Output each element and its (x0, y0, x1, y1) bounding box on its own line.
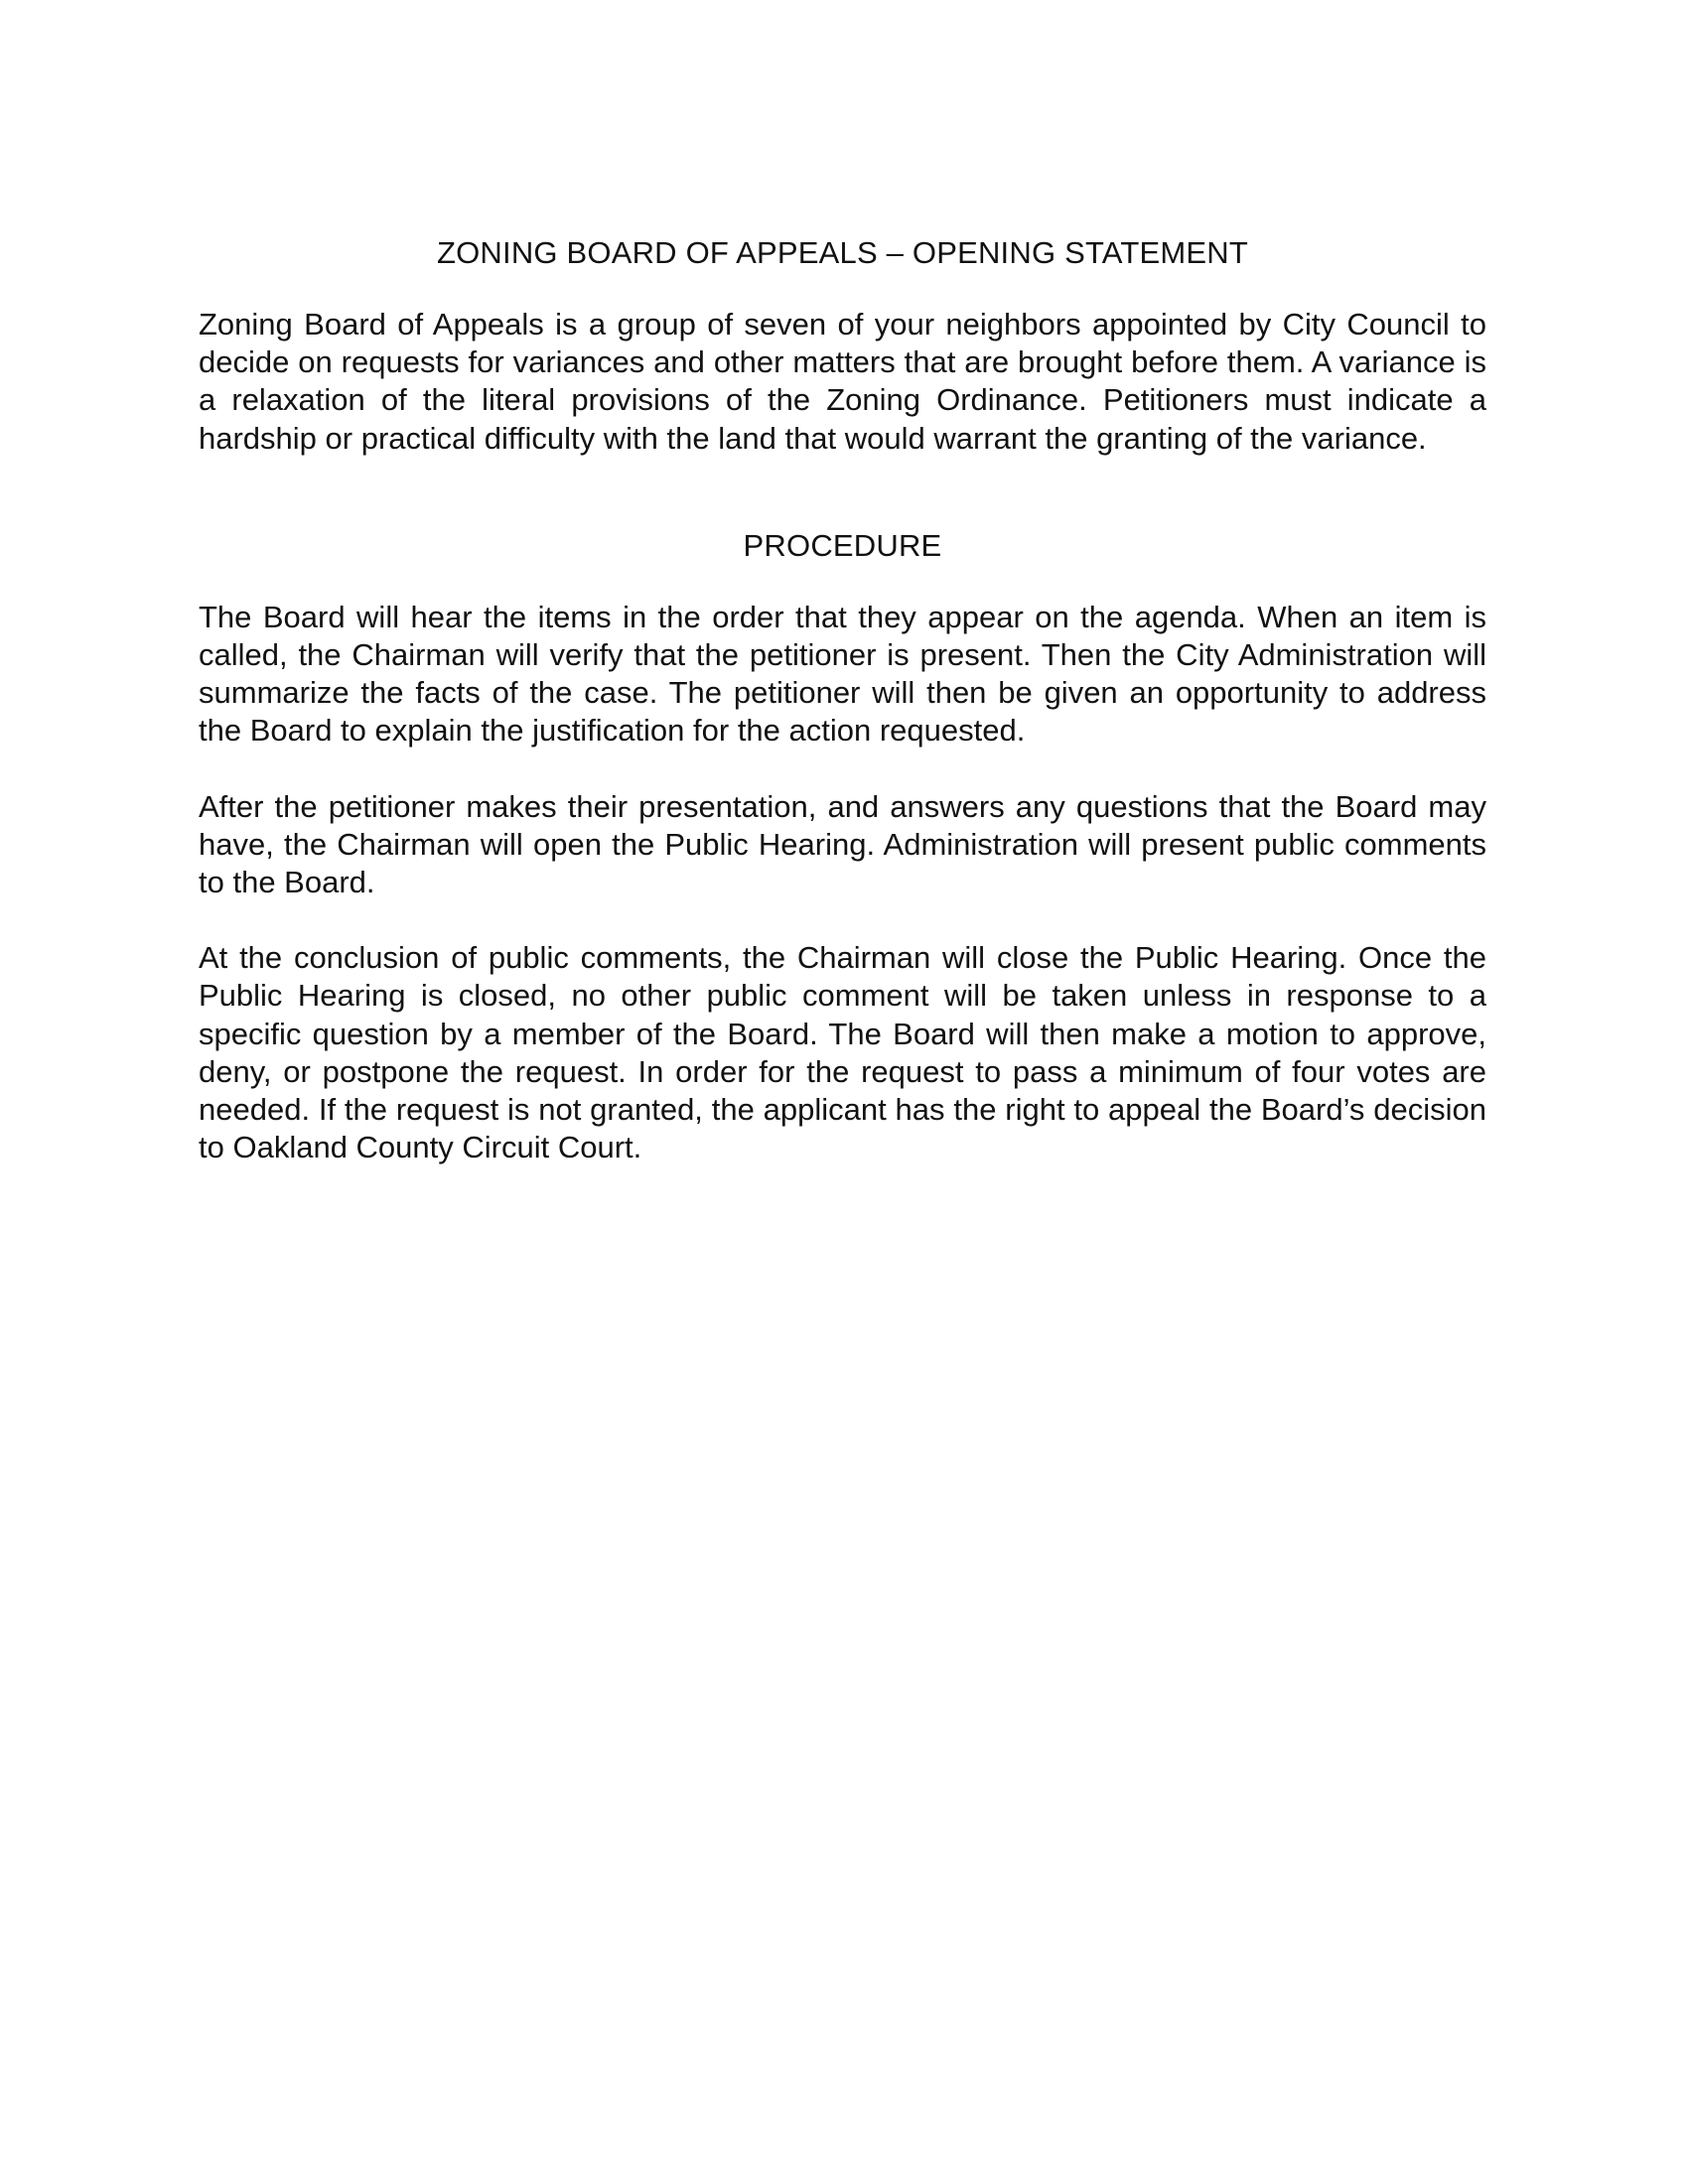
procedure-heading: PROCEDURE (743, 527, 942, 563)
intro-paragraph: Zoning Board of Appeals is a group of seven of your neighbors appointed by City Council to decide on requests for variances and other matters that are brought before them. A variance is a relaxation of the literal provisions of the Zoning Ordinance. Petitioners must indicate a hardship or practical difficulty with the land that would warrant the granting of the variance. (199, 307, 1486, 456)
procedure-paragraph-1: The Board will hear the items in the order that they appear on the agenda. When an item is called, the Chairman will verify that the petitioner is present. Then the City Administration will summarize the facts of the case. The petitioner will then be given an opportunity to address the Board to explain the justification for the action requested. (199, 599, 1486, 749)
procedure-paragraph-2: After the petitioner makes their presentation, and answers any questions that the Board may have, the Chairman will open the Public Hearing. Administration will present public comments to the Board. (199, 788, 1486, 900)
document-title: ZONING BOARD OF APPEALS – OPENING STATEMENT (436, 235, 1249, 270)
procedure-paragraph-3: At the conclusion of public comments, the Chairman will close the Public Hearing. Once the Public Hearing is closed, no other public comment will be taken unless in response to a specific question by a member of the Board. The Board will then make a motion to approve, deny, or postpone the request. In order for the request to pass a minimum of four votes are needed. If the request is not granted, the applicant has the right to appeal the Board’s decision to Oakland County Circuit Court. (199, 940, 1486, 1165)
document-page (199, 234, 1486, 1204)
